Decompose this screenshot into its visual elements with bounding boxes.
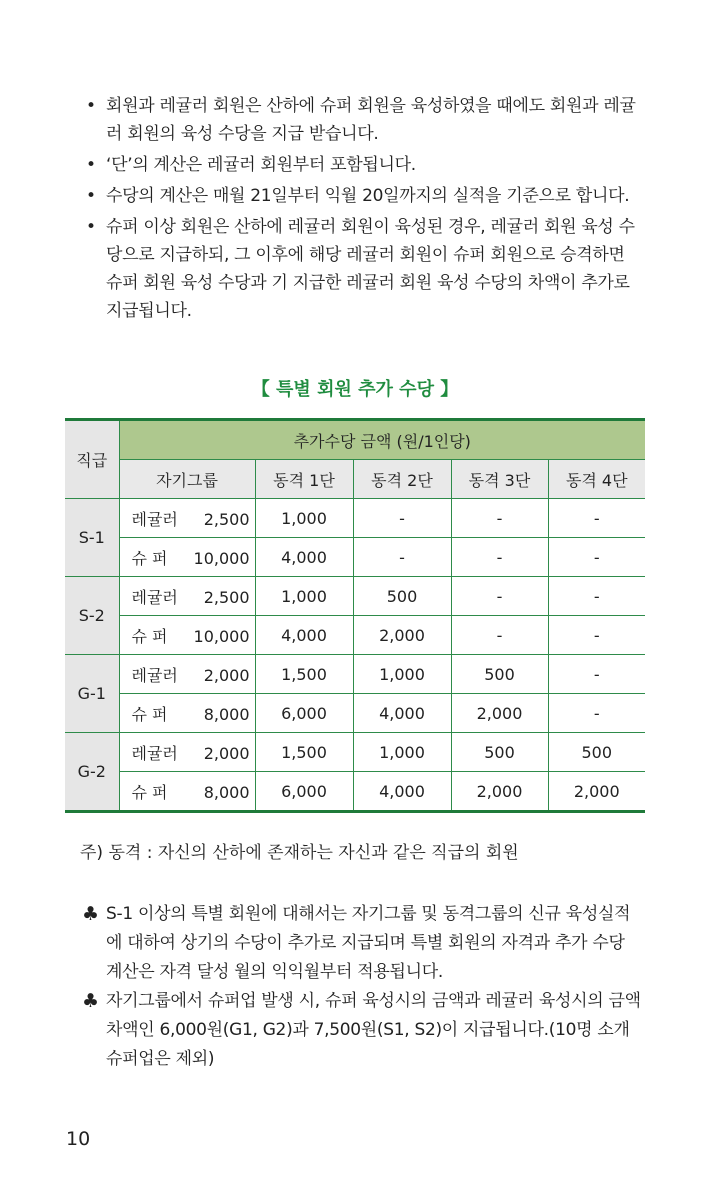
bullet-icon: • [86,96,96,116]
column-header: 동격 3단 [451,460,548,499]
peer-4-cell: - [548,577,645,616]
peer-3-cell: - [451,616,548,655]
grade-cell: G-1 [65,655,119,733]
table-row [65,694,645,733]
peer-1-cell: 6,000 [255,772,353,812]
peer-4-cell: 2,000 [548,772,645,812]
peer-3-cell: - [451,538,548,577]
peer-2-cell: 4,000 [353,772,451,812]
peer-1-cell: 1,000 [255,577,353,616]
bullet-item: • 슈퍼 이상 회원은 산하에 레귤러 회원이 육성된 경우, 레귤러 회원 육성 수당으로 지급하되, 그 이후에 해당 레귤러 회원이 슈퍼 회원으로 승격하면 슈퍼 회원 육성 수당과 기 지급한 레귤러 회원 육성 수당의 차액이 추가로 지급됩니다. [82,213,642,325]
peer-1-cell: 6,000 [255,694,353,733]
peer-3-cell: - [451,499,548,538]
club-item: ♣ S-1 이상의 특별 회원에 대해서는 자기그룹 및 동격그룹의 신규 육성실적에 대하여 상기의 수당이 추가로 지급되며 특별 회원의 자격과 추가 수당 계산은 자격 달성 월의 익익월부터 적용됩니다. [82,900,642,987]
amount-header: 추가수당 금액 (원/1인당) [119,420,645,460]
bullet-item: • 수당의 계산은 매월 21일부터 익월 20일까지의 실적을 기준으로 합니다. [82,182,642,210]
peer-4-cell: - [548,499,645,538]
bullet-item: • ‘단’의 계산은 레귤러 회원부터 포함됩니다. [82,151,642,179]
table-note: 주) 동격 : 자신의 산하에 존재하는 자신과 같은 직급의 회원 [80,843,519,863]
peer-3-cell: 500 [451,655,548,694]
peer-1-cell: 4,000 [255,538,353,577]
self-group-cell: 레귤러 2,500 [119,577,255,616]
table-row [65,655,645,694]
table-title: 【 특별 회원 추가 수당 】 [251,379,459,400]
peer-2-cell: 1,000 [353,733,451,772]
club-item: ♣ 자기그룹에서 슈퍼업 발생 시, 슈퍼 육성시의 금액과 레귤러 육성시의 금액 차액인 6,000원(G1, G2)과 7,500원(S1, S2)이 지급됩니다.(10명 소개 슈퍼업은 제외) [82,987,642,1074]
peer-2-cell: - [353,499,451,538]
peer-1-cell: 1,500 [255,733,353,772]
self-group-cell: 레귤러 2,500 [119,499,255,538]
table-row [65,499,645,538]
peer-1-cell: 1,000 [255,499,353,538]
peer-3-cell: - [451,577,548,616]
self-group-cell: 레귤러 2,000 [119,655,255,694]
peer-2-cell: - [353,538,451,577]
peer-4-cell: - [548,538,645,577]
grade-cell: S-2 [65,577,119,655]
peer-3-cell: 2,000 [451,694,548,733]
allowance-table [65,418,645,813]
peer-3-cell: 500 [451,733,548,772]
self-group-cell: 슈 퍼 8,000 [119,772,255,812]
peer-4-cell: - [548,694,645,733]
bullet-icon: • [86,217,96,237]
page-number: 10 [66,1128,91,1150]
peer-2-cell: 4,000 [353,694,451,733]
self-group-cell: 슈 퍼 8,000 [119,694,255,733]
grade-header: 직급 [65,420,119,499]
self-group-cell: 슈 퍼 10,000 [119,616,255,655]
table-row [65,577,645,616]
peer-4-cell: - [548,616,645,655]
grade-cell: G-2 [65,733,119,812]
table-row [65,616,645,655]
grade-cell: S-1 [65,499,119,577]
bullet-item: • 회원과 레귤러 회원은 산하에 슈퍼 회원을 육성하였을 때에도 회원과 레귤러 회원의 육성 수당을 지급 받습니다. [82,92,642,148]
self-group-cell: 레귤러 2,000 [119,733,255,772]
table-row [65,733,645,772]
peer-4-cell: - [548,655,645,694]
column-header: 자기그룹 [119,460,255,499]
bullet-icon: • [86,186,96,206]
self-group-cell: 슈 퍼 10,000 [119,538,255,577]
club-list [82,900,642,1074]
peer-2-cell: 2,000 [353,616,451,655]
club-icon: ♣ [82,990,99,1012]
peer-3-cell: 2,000 [451,772,548,812]
bullet-icon: • [86,155,96,175]
column-header: 동격 2단 [353,460,451,499]
peer-4-cell: 500 [548,733,645,772]
club-icon: ♣ [82,903,99,925]
peer-2-cell: 1,000 [353,655,451,694]
peer-1-cell: 1,500 [255,655,353,694]
bullet-list [82,92,642,328]
column-header: 동격 4단 [548,460,645,499]
table-row [65,538,645,577]
peer-1-cell: 4,000 [255,616,353,655]
peer-2-cell: 500 [353,577,451,616]
column-header: 동격 1단 [255,460,353,499]
table-row [65,772,645,812]
